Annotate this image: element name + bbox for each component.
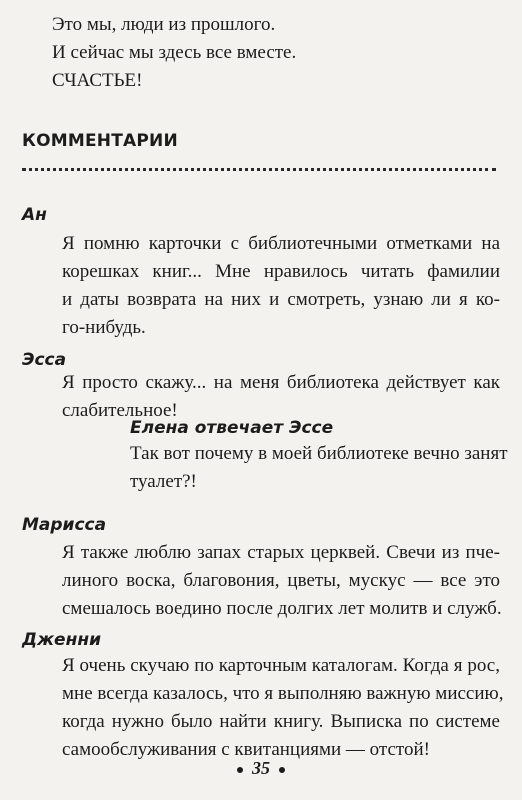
- comment-author: Ан: [22, 205, 47, 225]
- dotted-divider: [22, 168, 496, 171]
- comment-line: мне всегда казалось, что я выполняю важную миссию,: [62, 683, 504, 704]
- page-number-value: 35: [252, 758, 270, 778]
- intro-line: И сейчас мы здесь все вместе.: [52, 42, 297, 63]
- comment-text: [62, 230, 500, 342]
- reply-author: Елена отвечает Эссе: [130, 418, 334, 438]
- comment-text: [62, 369, 500, 425]
- comment-author: Марисса: [22, 515, 107, 535]
- comment-line: самообслуживания с квитанциями — отстой!: [62, 739, 430, 760]
- comment-author: Эсса: [22, 350, 67, 370]
- bullet-icon: [237, 767, 243, 773]
- page-number: [0, 758, 522, 779]
- comment-author: Дженни: [22, 630, 101, 650]
- bullet-icon: [279, 767, 285, 773]
- comment-line: го-нибудь.: [62, 317, 146, 338]
- comment-line: Я просто скажу... на меня библиотека действует как: [62, 372, 500, 393]
- reply-text: [130, 440, 508, 496]
- comment-line: когда нужно было найти книгу. Выписка по системе: [62, 711, 500, 732]
- intro-line: СЧАСТЬЕ!: [52, 70, 143, 91]
- intro-verse: [52, 11, 492, 95]
- comment-line: Я также люблю запах старых церквей. Свечи из пче-: [62, 542, 500, 563]
- comment-text: [62, 652, 504, 764]
- reply-line: туалет?!: [130, 471, 197, 492]
- reply-line: Так вот почему в моей библиотеке вечно занят: [130, 443, 508, 464]
- section-title: КОММЕНТАРИИ: [22, 131, 178, 151]
- comment-line: и даты возврата на них и смотреть, узнаю ли я ко-: [62, 289, 500, 310]
- comment-text: [62, 539, 500, 623]
- comment-line: линого воска, благовония, цветы, мускус — все это: [62, 570, 500, 591]
- comment-line: слабительное!: [62, 400, 178, 421]
- comment-line: Я очень скучаю по карточным каталогам. Когда я рос,: [62, 655, 500, 676]
- intro-line: Это мы, люди из прошлого.: [52, 14, 276, 35]
- comment-line: корешках книг... Мне нравилось читать фамилии: [62, 261, 500, 282]
- comment-line: смешалось воедино после долгих лет молитв и служб.: [62, 598, 502, 619]
- comment-line: Я помню карточки с библиотечными отметками на: [62, 233, 500, 254]
